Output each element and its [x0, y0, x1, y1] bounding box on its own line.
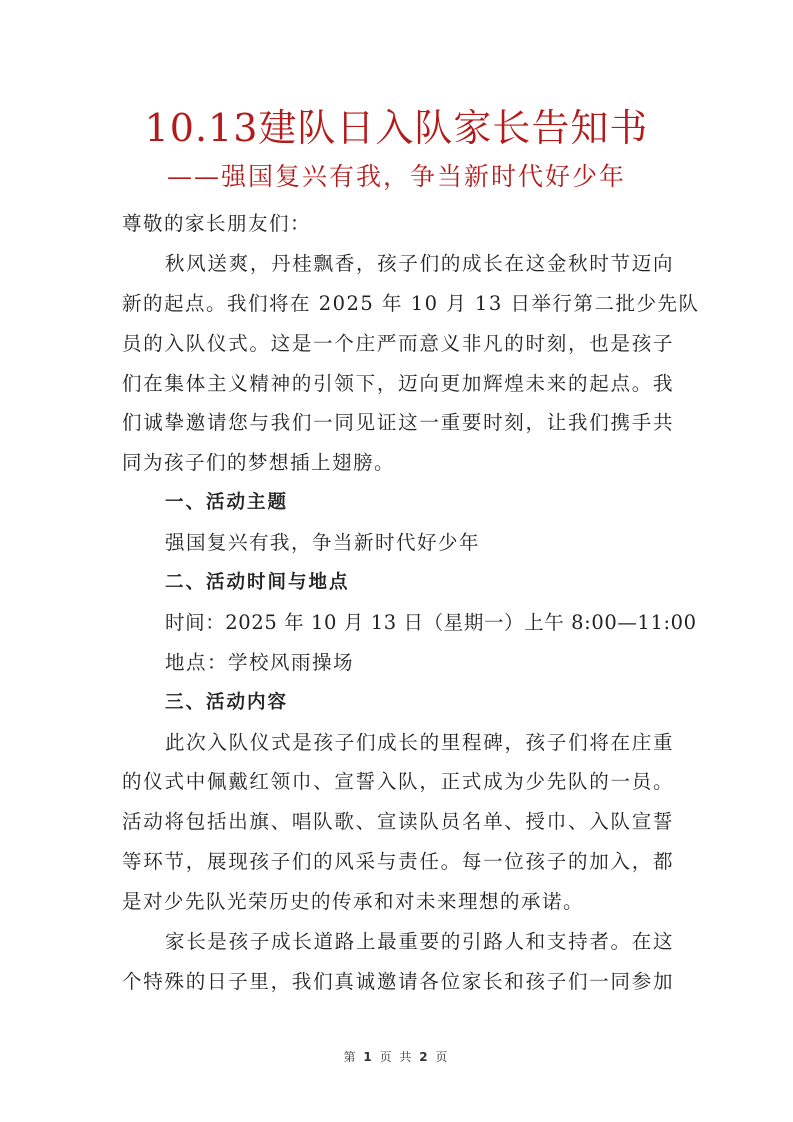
section-heading-theme: 一、活动主题	[165, 492, 289, 514]
content-line: 此次入队仪式是孩子们成长的里程碑，孩子们将在庄重	[165, 730, 674, 754]
intro-line: 们诚挚邀请您与我们一同见证这一重要时刻，让我们携手共	[122, 411, 674, 435]
footer-prefix: 第	[343, 1050, 358, 1064]
document-subtitle: ——强国复兴有我，争当新时代好少年	[166, 162, 626, 191]
current-page-number: 1	[363, 1050, 374, 1064]
salutation: 尊敬的家长朋友们：	[122, 212, 312, 235]
content-line: 等环节，展现孩子们的风采与责任。每一位孩子的加入，都	[122, 850, 674, 874]
intro-line: 新的起点。我们将在 2025 年 10 月 13 日举行第二批少先队	[122, 291, 700, 315]
page-footer	[0, 1048, 793, 1065]
content-line: 活动将包括出旗、唱队歌、宣读队员名单、授巾、入队宣誓	[122, 810, 674, 834]
theme-text: 强国复兴有我，争当新时代好少年	[165, 531, 481, 555]
document-title: 10.13建队日入队家长告知书	[144, 106, 649, 150]
footer-suffix: 页	[435, 1050, 450, 1064]
total-page-count: 2	[419, 1050, 430, 1064]
content-line: 的仪式中佩戴红领巾、宣誓入队，正式成为少先队的一员。	[122, 770, 674, 794]
document-body	[122, 204, 700, 1002]
content-line: 家长是孩子成长道路上最重要的引路人和支持者。在这	[165, 930, 674, 954]
section-heading-content: 三、活动内容	[165, 691, 289, 713]
section-heading-time-place: 二、活动时间与地点	[165, 572, 350, 594]
footer-middle: 页 共	[379, 1050, 414, 1064]
intro-line: 员的入队仪式。这是一个庄严而意义非凡的时刻，也是孩子	[122, 331, 674, 355]
content-line: 个特殊的日子里，我们真诚邀请各位家长和孩子们一同参加	[122, 969, 674, 993]
intro-line: 秋风送爽，丹桂飘香，孩子们的成长在这金秋时节迈向	[165, 251, 674, 275]
time-text: 时间：2025 年 10 月 13 日（星期一）上午 8:00—11:00	[165, 610, 697, 634]
content-line: 是对少先队光荣历史的传承和对未来理想的承诺。	[122, 890, 585, 914]
intro-line: 同为孩子们的梦想插上翅膀。	[122, 451, 396, 475]
place-text: 地点：学校风雨操场	[165, 650, 355, 674]
intro-line: 们在集体主义精神的引领下，迈向更加辉煌未来的起点。我	[122, 371, 674, 395]
